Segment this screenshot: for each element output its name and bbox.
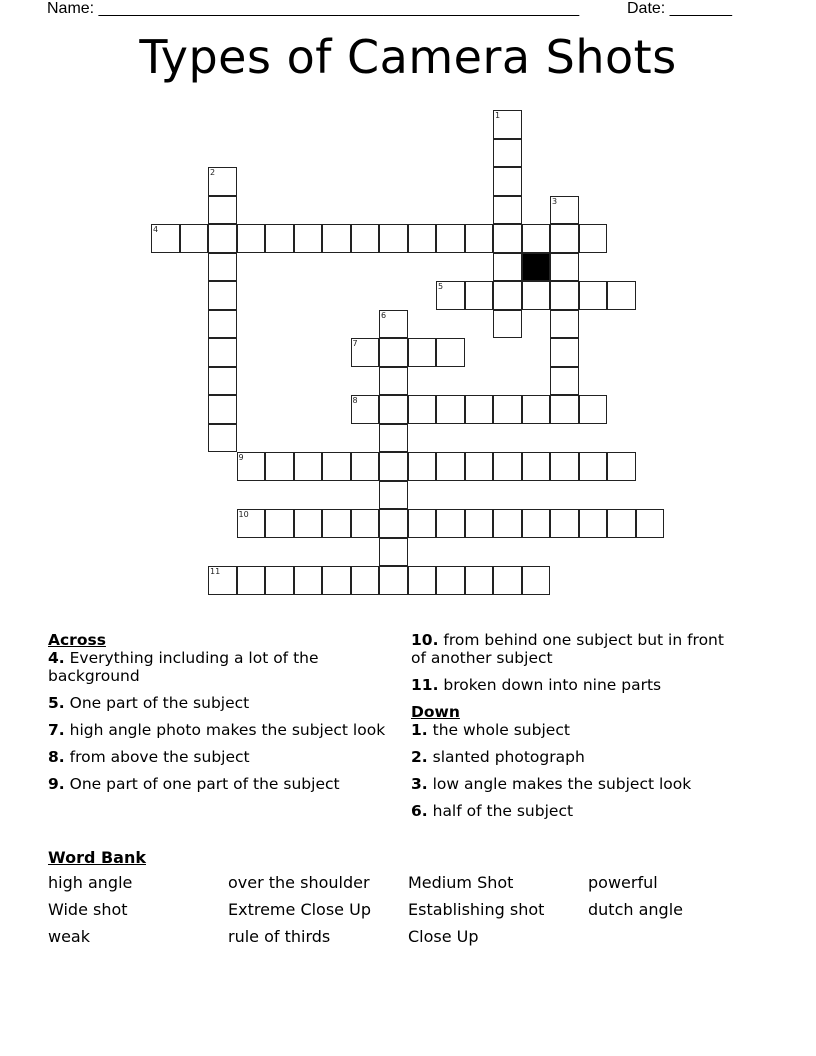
crossword-cell[interactable] xyxy=(493,310,522,339)
crossword-cell[interactable] xyxy=(208,338,237,367)
word-bank-item: Close Up xyxy=(408,927,479,946)
crossword-cell[interactable] xyxy=(208,224,237,253)
crossword-cell[interactable] xyxy=(322,452,351,481)
crossword-cell[interactable] xyxy=(522,509,551,538)
clue-number: 6. xyxy=(411,802,428,820)
crossword-cell[interactable] xyxy=(522,566,551,595)
crossword-cell[interactable] xyxy=(493,224,522,253)
clue-text: broken down into nine parts xyxy=(438,676,662,694)
crossword-cell[interactable] xyxy=(208,566,237,595)
clue-across-11 xyxy=(411,676,731,694)
clue-number: 7. xyxy=(48,721,65,739)
clues-left-column xyxy=(48,631,388,802)
word-bank-item: dutch angle xyxy=(588,900,683,919)
cell-number: 8 xyxy=(352,396,358,405)
crossword-cell[interactable] xyxy=(493,139,522,168)
crossword-cell[interactable] xyxy=(379,538,408,567)
word-bank-item: rule of thirds xyxy=(228,927,331,946)
cell-number: 6 xyxy=(381,310,387,320)
clue-number: 2. xyxy=(411,748,428,766)
crossword-cell[interactable] xyxy=(351,452,380,481)
crossword-cell[interactable] xyxy=(550,509,579,538)
clue-across-9 xyxy=(48,775,388,793)
crossword-cell[interactable] xyxy=(294,452,323,481)
clue-text: from above the subject xyxy=(64,748,250,766)
word-bank-item: powerful xyxy=(588,873,658,892)
cell-number: 3 xyxy=(552,196,558,206)
crossword-cell[interactable] xyxy=(465,281,494,310)
clue-number: 10. xyxy=(411,631,439,649)
crossword-cell[interactable] xyxy=(579,452,608,481)
crossword-cell[interactable] xyxy=(493,281,522,310)
crossword-cell[interactable] xyxy=(465,452,494,481)
crossword-cell[interactable] xyxy=(208,424,237,453)
clue-number: 11. xyxy=(411,676,439,694)
across-heading: Across xyxy=(48,631,106,649)
clue-number: 5. xyxy=(48,694,65,712)
crossword-cell[interactable] xyxy=(408,224,437,253)
crossword-cell[interactable] xyxy=(550,196,579,225)
crossword-cell[interactable] xyxy=(465,509,494,538)
crossword-cell[interactable] xyxy=(579,395,608,424)
clue-text: One part of one part of the subject xyxy=(64,775,340,793)
crossword-cell[interactable] xyxy=(465,395,494,424)
crossword-cell[interactable] xyxy=(379,224,408,253)
crossword-cell[interactable] xyxy=(493,167,522,196)
clue-across-8 xyxy=(48,748,388,766)
word-bank-item: Medium Shot xyxy=(408,873,514,892)
crossword-cell[interactable] xyxy=(436,509,465,538)
clue-across-4 xyxy=(48,649,388,685)
crossword-cell[interactable] xyxy=(493,110,522,139)
crossword-cell[interactable] xyxy=(322,566,351,595)
word-bank-item: Establishing shot xyxy=(408,900,545,919)
crossword-cell[interactable] xyxy=(579,281,608,310)
down-heading: Down xyxy=(411,703,460,721)
crossword-cell[interactable] xyxy=(550,224,579,253)
cell-number: 9 xyxy=(238,453,244,462)
crossword-cell[interactable] xyxy=(379,452,408,481)
crossword-cell[interactable] xyxy=(522,452,551,481)
crossword-cell[interactable] xyxy=(436,452,465,481)
crossword-cell[interactable] xyxy=(208,395,237,424)
clue-number: 8. xyxy=(48,748,65,766)
clue-text: half of the subject xyxy=(427,802,574,820)
crossword-cell[interactable] xyxy=(379,509,408,538)
crossword-cell[interactable] xyxy=(379,338,408,367)
crossword-cell[interactable] xyxy=(493,395,522,424)
crossword-cell[interactable] xyxy=(208,310,237,339)
crossword-cell[interactable] xyxy=(436,566,465,595)
crossword-cell[interactable] xyxy=(493,509,522,538)
cell-number: 11 xyxy=(210,567,221,576)
clue-text: from behind one subject but in front of another subject xyxy=(411,631,724,667)
crossword-cell[interactable] xyxy=(151,224,180,253)
cell-number: 7 xyxy=(352,339,358,348)
crossword-cell[interactable] xyxy=(408,509,437,538)
word-bank-item: high angle xyxy=(48,873,133,892)
crossword-cell[interactable] xyxy=(436,395,465,424)
crossword-cell[interactable] xyxy=(522,281,551,310)
crossword-cell[interactable] xyxy=(294,224,323,253)
clue-across-7 xyxy=(48,721,388,739)
crossword-cell[interactable] xyxy=(493,196,522,225)
page-title: Types of Camera Shots xyxy=(139,30,677,84)
crossword-cell[interactable] xyxy=(351,509,380,538)
clue-number: 9. xyxy=(48,775,65,793)
crossword-cell[interactable] xyxy=(493,566,522,595)
word-bank-heading: Word Bank xyxy=(48,848,147,867)
crossword-cell[interactable] xyxy=(436,281,465,310)
word-bank-item: Wide shot xyxy=(48,900,128,919)
clue-down-3 xyxy=(411,775,731,793)
clue-number: 4. xyxy=(48,649,65,667)
crossword-black-cell xyxy=(522,253,551,282)
crossword-cell[interactable] xyxy=(550,310,579,339)
cell-number: 2 xyxy=(210,168,216,177)
crossword-cell[interactable] xyxy=(265,224,294,253)
crossword-cell[interactable] xyxy=(607,452,636,481)
clue-down-2 xyxy=(411,748,731,766)
crossword-cell[interactable] xyxy=(465,566,494,595)
crossword-cell[interactable] xyxy=(351,338,380,367)
clue-text: the whole subject xyxy=(427,721,570,739)
clue-text: low angle makes the subject look xyxy=(427,775,692,793)
word-bank-item: weak xyxy=(48,927,90,946)
crossword-cell[interactable] xyxy=(208,167,237,196)
crossword-cell[interactable] xyxy=(550,452,579,481)
crossword-cell[interactable] xyxy=(636,509,665,538)
crossword-cell[interactable] xyxy=(493,452,522,481)
crossword-cell[interactable] xyxy=(408,452,437,481)
clue-across-10 xyxy=(411,631,731,667)
crossword-cell[interactable] xyxy=(265,452,294,481)
crossword-cell[interactable] xyxy=(550,338,579,367)
word-bank-item: Extreme Close Up xyxy=(228,900,371,919)
crossword-cell[interactable] xyxy=(208,367,237,396)
crossword-cell[interactable] xyxy=(237,509,266,538)
crossword-cell[interactable] xyxy=(607,281,636,310)
word-bank-item: over the shoulder xyxy=(228,873,370,892)
crossword-cell[interactable] xyxy=(208,196,237,225)
clue-across-5 xyxy=(48,694,388,712)
crossword-cell[interactable] xyxy=(579,224,608,253)
crossword-cell[interactable] xyxy=(379,424,408,453)
clue-number: 3. xyxy=(411,775,428,793)
crossword-cell[interactable] xyxy=(579,509,608,538)
crossword-cell[interactable] xyxy=(351,395,380,424)
crossword-cell[interactable] xyxy=(550,395,579,424)
crossword-cell[interactable] xyxy=(408,566,437,595)
crossword-cell[interactable] xyxy=(522,395,551,424)
clue-down-1 xyxy=(411,721,731,739)
clue-text: One part of the subject xyxy=(64,694,250,712)
cell-number: 4 xyxy=(153,225,159,234)
crossword-cell[interactable] xyxy=(237,566,266,595)
crossword-cell[interactable] xyxy=(379,481,408,510)
crossword-cell[interactable] xyxy=(322,224,351,253)
crossword-cell[interactable] xyxy=(379,367,408,396)
name-field[interactable]: Name: ______________________________________________________ xyxy=(47,0,580,17)
crossword-cell[interactable] xyxy=(237,224,266,253)
crossword-cell[interactable] xyxy=(408,395,437,424)
crossword-cell[interactable] xyxy=(351,224,380,253)
clue-text: slanted photograph xyxy=(427,748,585,766)
crossword-cell[interactable] xyxy=(351,566,380,595)
crossword-cell[interactable] xyxy=(607,509,636,538)
crossword-cell[interactable] xyxy=(265,509,294,538)
crossword-cell[interactable] xyxy=(550,367,579,396)
crossword-cell[interactable] xyxy=(408,338,437,367)
crossword-cell[interactable] xyxy=(550,281,579,310)
clue-text: high angle photo makes the subject look xyxy=(64,721,386,739)
crossword-cell[interactable] xyxy=(208,281,237,310)
crossword-cell[interactable] xyxy=(379,310,408,339)
word-bank xyxy=(48,848,768,946)
clue-text: Everything including a lot of the background xyxy=(48,649,319,685)
crossword-cell[interactable] xyxy=(522,224,551,253)
clues-right-column xyxy=(411,631,731,829)
crossword-cell[interactable] xyxy=(465,224,494,253)
crossword-cell[interactable] xyxy=(493,253,522,282)
crossword-cell[interactable] xyxy=(322,509,351,538)
crossword-cell[interactable] xyxy=(208,253,237,282)
crossword-cell[interactable] xyxy=(265,566,294,595)
cell-number: 5 xyxy=(438,282,444,291)
clue-number: 1. xyxy=(411,721,428,739)
date-field[interactable]: Date: _______ xyxy=(627,0,732,17)
crossword-cell[interactable] xyxy=(379,566,408,595)
crossword-cell[interactable] xyxy=(550,253,579,282)
crossword-cell[interactable] xyxy=(294,509,323,538)
crossword-cell[interactable] xyxy=(180,224,209,253)
cell-number: 10 xyxy=(238,510,249,519)
crossword-cell[interactable] xyxy=(237,452,266,481)
crossword-cell[interactable] xyxy=(436,338,465,367)
crossword-cell[interactable] xyxy=(379,395,408,424)
crossword-cell[interactable] xyxy=(294,566,323,595)
crossword-cell[interactable] xyxy=(436,224,465,253)
clue-down-6 xyxy=(411,802,731,820)
cell-number: 1 xyxy=(495,111,501,120)
